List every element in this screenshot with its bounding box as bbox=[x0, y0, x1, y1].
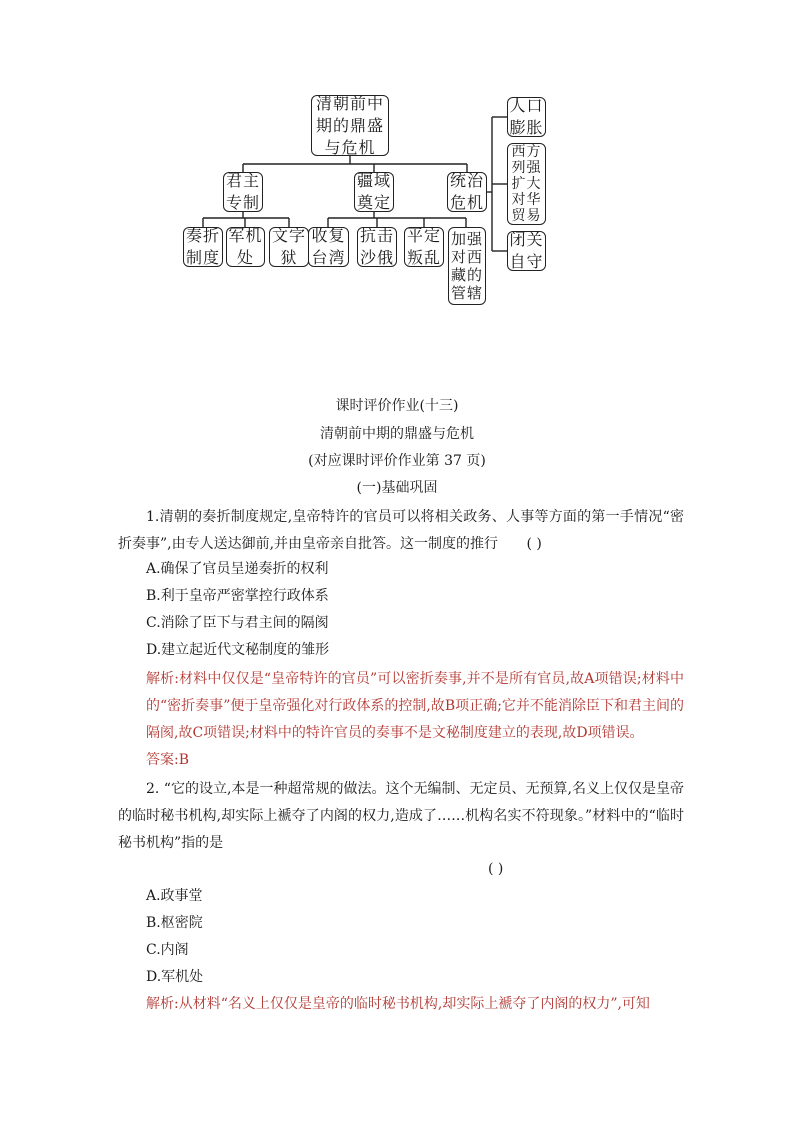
node-quell-rebellion bbox=[404, 227, 444, 267]
question-2-option-a: A.政事堂 bbox=[146, 888, 203, 904]
node-territory bbox=[354, 172, 394, 212]
node-ruling-crisis bbox=[447, 172, 487, 212]
question-1-answer: 答案:B bbox=[146, 752, 190, 768]
question-1-analysis: 解析:材料中仅仅是“皇帝特许的官员”可以密折奏事,并不是所有官员,故A项错误;材料中的“密折奏事”便于皇帝强化对行政体系的控制,故B项正确;它并不能消除臣下和君主间的隔阂,故C项错误;材料中的特许官员的奏事不是文秘制度建立的表现,故D项错误。 bbox=[146, 671, 684, 741]
node-western-line-2: 列强 bbox=[511, 160, 542, 176]
lesson-title: 清朝前中期的鼎盛与危机 bbox=[320, 426, 474, 442]
question-2-option-b: B.枢密院 bbox=[146, 915, 203, 931]
node-autocracy bbox=[223, 172, 263, 212]
knowledge-structure-diagram bbox=[0, 0, 794, 320]
root-line-2: 期的鼎盛 bbox=[315, 115, 384, 135]
node-memorial-line-1: 奏折 bbox=[185, 226, 220, 245]
node-western-trade-left-col bbox=[512, 144, 542, 224]
question-1-stem-text: 1.清朝的奏折制度规定,皇帝特许的官员可以将相关政务、人事等方面的第一手情况“密折奏事”,由专人送达御前,并由皇帝亲自批答。这一制度的推行 bbox=[118, 509, 684, 552]
node-literary-line-1: 文字 bbox=[271, 226, 306, 245]
node-autocracy-line-2: 专制 bbox=[225, 193, 260, 212]
node-rebellion-line-2: 叛乱 bbox=[406, 248, 441, 267]
question-1-option-a: A.确保了官员呈递奏折的权利 bbox=[146, 561, 329, 577]
node-tibet-line-1: 加强 bbox=[450, 230, 483, 248]
question-1-option-b: B.利于皇帝严密掌控行政体系 bbox=[146, 588, 329, 604]
question-2-analysis: 解析:从材料“名义上仅仅是皇帝的临时秘书机构,却实际上褫夺了内阁的权力”,可知 bbox=[146, 996, 650, 1012]
node-russia-line-2: 沙俄 bbox=[359, 248, 394, 267]
node-memorial-system bbox=[183, 227, 223, 267]
node-memorial-line-2: 制度 bbox=[185, 248, 220, 267]
node-resist-russia bbox=[357, 227, 397, 267]
question-2-answer-paren: ( ) bbox=[488, 861, 504, 877]
node-western-line-1: 西方 bbox=[511, 144, 542, 160]
question-1-option-c: C.消除了臣下与君主间的隔阂 bbox=[146, 615, 329, 631]
question-2-option-d: D.军机处 bbox=[146, 969, 204, 985]
node-literary-inquisition bbox=[269, 227, 309, 267]
node-tibet-line-2: 对西 bbox=[450, 248, 483, 266]
node-territory-line-2: 奠定 bbox=[356, 193, 391, 212]
node-population-boom bbox=[507, 97, 546, 137]
node-ruling-crisis-line-1: 统治 bbox=[449, 171, 484, 190]
node-tibet-line-3: 藏的 bbox=[450, 266, 483, 284]
node-taiwan-line-1: 收复 bbox=[311, 226, 346, 245]
node-autocracy-line-1: 君主 bbox=[225, 171, 260, 190]
node-tibet-governance bbox=[448, 227, 486, 305]
question-2-option-c: C.内阁 bbox=[146, 942, 189, 958]
root-line-1: 清朝前中 bbox=[315, 93, 384, 113]
node-closed-door-line-1: 闭关 bbox=[509, 230, 544, 249]
node-grand-council-line-2: 处 bbox=[236, 248, 254, 267]
section-heading: (一)基础巩固 bbox=[356, 480, 438, 496]
node-grand-council-line-1: 军机 bbox=[228, 226, 263, 245]
root-line-3: 与危机 bbox=[324, 137, 376, 157]
node-ruling-crisis-line-2: 危机 bbox=[449, 193, 484, 212]
node-russia-line-1: 抗击 bbox=[359, 226, 394, 245]
node-closed-door bbox=[507, 231, 546, 271]
question-1-stem bbox=[118, 504, 684, 558]
node-population-line-2: 膨胀 bbox=[509, 118, 544, 137]
node-tibet-line-4: 管辖 bbox=[450, 284, 483, 302]
question-2-stem: 2. “它的设立,本是一种超常规的做法。这个无编制、无定员、无预算,名义上仅仅是皇帝的临时秘书机构,却实际上褫夺了内阁的权力,造成了……机构名实不符现象。”材料中的“临时秘书机构”指的是 bbox=[118, 781, 684, 851]
page-reference: (对应课时评价作业第 37 页) bbox=[308, 453, 486, 469]
node-western-line-4: 对华 bbox=[511, 192, 542, 208]
node-territory-line-1: 疆域 bbox=[356, 171, 391, 190]
node-closed-door-line-2: 自守 bbox=[509, 252, 544, 271]
homework-title: 课时评价作业(十三) bbox=[335, 398, 459, 414]
node-rebellion-line-1: 平定 bbox=[406, 226, 441, 245]
node-western-line-5: 贸易 bbox=[511, 208, 542, 224]
node-population-line-1: 人口 bbox=[509, 96, 544, 115]
node-western-trade bbox=[507, 143, 546, 225]
node-western-line-3: 扩大 bbox=[511, 176, 542, 192]
question-1-answer-paren: ( ) bbox=[526, 536, 542, 552]
node-grand-council bbox=[226, 227, 265, 267]
question-1-option-d: D.建立起近代文秘制度的雏形 bbox=[146, 642, 330, 658]
diagram-connectors bbox=[0, 0, 794, 320]
node-recover-taiwan bbox=[308, 227, 349, 267]
diagram-root-node bbox=[311, 95, 389, 156]
node-taiwan-line-2: 台湾 bbox=[311, 248, 346, 267]
node-literary-line-2: 狱 bbox=[280, 248, 298, 267]
